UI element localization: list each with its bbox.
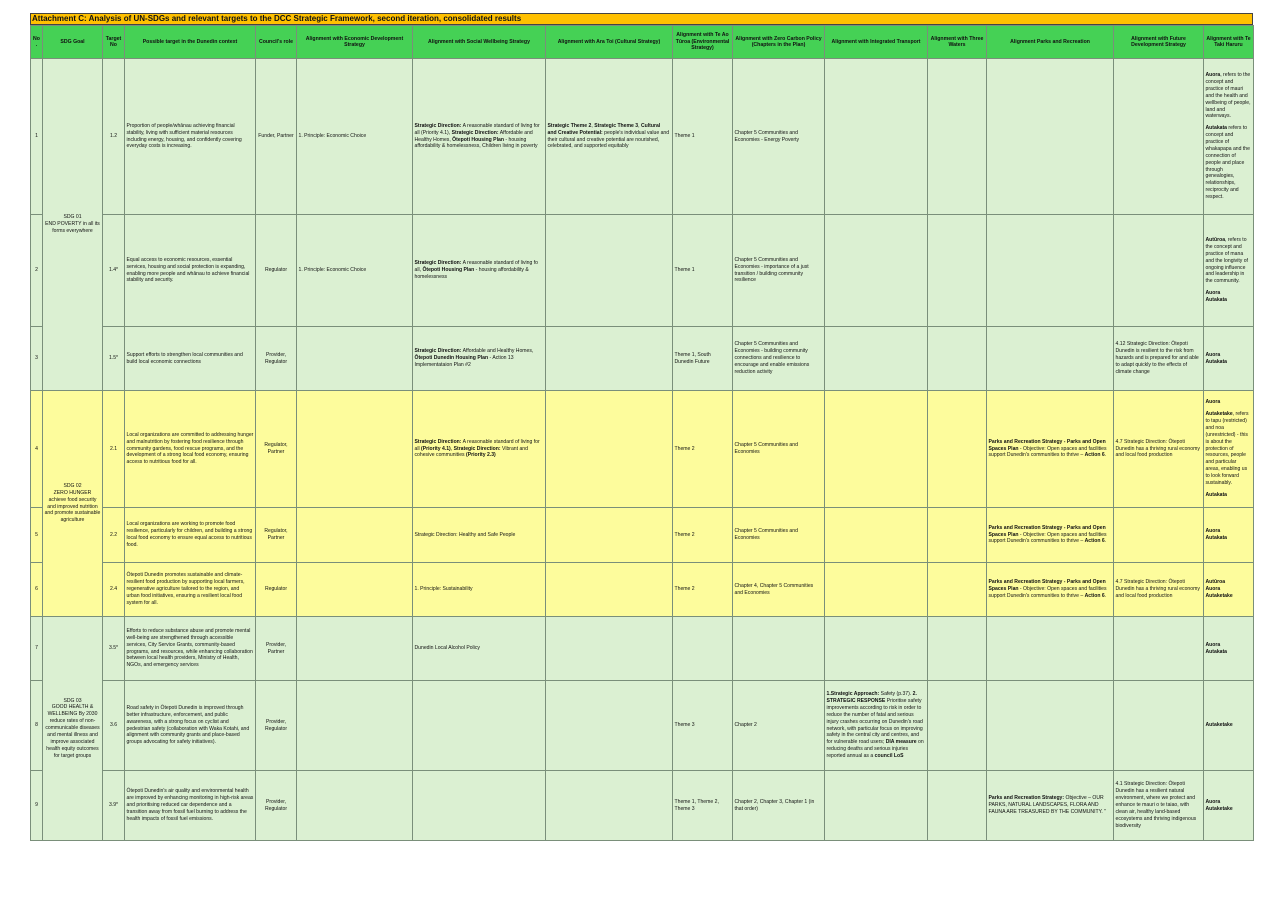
cell-no[interactable]: 3	[31, 327, 43, 391]
cell-target-no[interactable]: 1.5*	[103, 327, 125, 391]
cell-economic[interactable]	[297, 617, 413, 681]
cell-three-waters[interactable]	[928, 563, 987, 617]
cell-te-ao[interactable]: Theme 2	[673, 563, 733, 617]
cell-social[interactable]: 1. Principle: Sustainability	[413, 563, 546, 617]
cell-possible-target[interactable]: Road safety in Ōtepoti Dunedin is improved through better infrastructure, enforcement, and public awareness, with a strong focus on cyclist and pedestrian safety (collaboration with Waka Kotahi, and alignment with community grants and place-based groups advocating for safety initiatives).	[125, 681, 256, 771]
cell-economic[interactable]: 1. Principle: Economic Choice	[297, 59, 413, 215]
cell-te-ao[interactable]: Theme 1	[673, 59, 733, 215]
cell-te-taki[interactable]: Auora Autakata	[1204, 327, 1254, 391]
cell-economic[interactable]	[297, 563, 413, 617]
cell-parks[interactable]: Parks and Recreation Strategy - Parks and Open Spaces Plan - Objective: Open spaces and facilities support Dunedin's communities to thrive – Action 6.	[987, 508, 1114, 563]
cell-economic[interactable]	[297, 681, 413, 771]
cell-three-waters[interactable]	[928, 215, 987, 327]
cell-possible-target[interactable]: Ōtepoti Dunedin promotes sustainable and climate-resilient food production by supporting local farmers, regenerative agriculture tailored to the region, and urban food initiatives, ensuring a resilient local food system for all.	[125, 563, 256, 617]
sheet-title: Attachment C: Analysis of UN-SDGs and relevant targets to the DCC Strategic Framework, second iteration, consolidated results	[30, 13, 1253, 25]
cell-three-waters[interactable]	[928, 508, 987, 563]
spreadsheet	[30, 13, 1253, 841]
header-sdg-goal[interactable]: SDG Goal	[43, 26, 103, 59]
cell-target-no[interactable]: 3.6	[103, 681, 125, 771]
cell-target-no[interactable]: 3.9*	[103, 771, 125, 841]
cell-ara-toi[interactable]	[546, 215, 673, 327]
cell-te-ao[interactable]: Theme 1, South Dunedin Future	[673, 327, 733, 391]
header-ara-toi[interactable]: Alignment with Ara Toi (Cultural Strategy)	[546, 26, 673, 59]
cell-sdg-goal[interactable]: SDG 03 GOOD HEALTH & WELLBEING By 2030 reduce rates of non-communicable diseases and mental illness and improve associated health equity outcomes for target groups	[43, 617, 103, 841]
cell-te-ao[interactable]: Theme 1, Theme 2, Theme 3	[673, 771, 733, 841]
cell-transport[interactable]	[825, 391, 928, 508]
cell-three-waters[interactable]	[928, 59, 987, 215]
cell-role[interactable]: Provider, Partner	[256, 617, 297, 681]
cell-economic[interactable]	[297, 391, 413, 508]
cell-parks[interactable]	[987, 617, 1114, 681]
cell-future-dev[interactable]	[1114, 508, 1204, 563]
cell-no[interactable]: 4	[31, 391, 43, 508]
cell-parks[interactable]: Parks and Recreation Strategy - Parks and Open Spaces Plan - Objective: Open spaces and facilities support Dunedin's communities to thrive – Action 6.	[987, 563, 1114, 617]
cell-no[interactable]: 9	[31, 771, 43, 841]
cell-zero-carbon[interactable]: Chapter 4, Chapter 5 Communities and Economies	[733, 563, 825, 617]
cell-economic[interactable]	[297, 771, 413, 841]
cell-role[interactable]: Provider, Regulator	[256, 327, 297, 391]
cell-parks[interactable]: Parks and Recreation Strategy: Objective – OUR PARKS, NATURAL LANDSCAPES, FLORA AND FAUNA ARE TREASURED BY THE COMMUNITY. "	[987, 771, 1114, 841]
cell-transport[interactable]	[825, 327, 928, 391]
header-te-taki[interactable]: Alignment with Te Taki Haruru	[1204, 26, 1254, 59]
table-row	[31, 771, 1254, 841]
cell-sdg-goal[interactable]: SDG 01 END POVERTY in all its forms everywhere	[43, 59, 103, 391]
cell-sdg-goal[interactable]: SDG 02 ZERO HUNGER achieve food security and improved nutrition and promote sustainable agriculture	[43, 391, 103, 617]
cell-transport[interactable]	[825, 59, 928, 215]
cell-possible-target[interactable]: Efforts to reduce substance abuse and promote mental well-being are strengthened through accessible services, City Service Grants, community-based programs, and resources, while enhancing collaboration between local health providers, Ministry of Health, NGOs, and emergency services	[125, 617, 256, 681]
cell-zero-carbon[interactable]: Chapter 5 Communities and Economies - Energy Poverty	[733, 59, 825, 215]
table-row	[31, 508, 1254, 563]
cell-transport[interactable]	[825, 215, 928, 327]
cell-no[interactable]: 6	[31, 563, 43, 617]
cell-te-taki[interactable]: Auora Autaketake	[1204, 771, 1254, 841]
cell-economic[interactable]: 1. Principle: Economic Choice	[297, 215, 413, 327]
cell-future-dev[interactable]	[1114, 215, 1204, 327]
table-row	[31, 563, 1254, 617]
header-zero-carbon[interactable]: Alignment with Zero Carbon Policy (Chapters in the Plan)	[733, 26, 825, 59]
cell-zero-carbon[interactable]: Chapter 5 Communities and Economies - building community connections and resilience to encourage and enable emissions reduction activity	[733, 327, 825, 391]
cell-parks[interactable]: Parks and Recreation Strategy - Parks and Open Spaces Plan - Objective: Open spaces and facilities support Dunedin's communities to thrive – Action 6.	[987, 391, 1114, 508]
table-row	[31, 681, 1254, 771]
cell-social[interactable]	[413, 681, 546, 771]
cell-three-waters[interactable]	[928, 771, 987, 841]
cell-future-dev[interactable]: 4.7 Strategic Direction: Ōtepoti Dunedin has a thriving rural economy and local food production	[1114, 563, 1204, 617]
cell-target-no[interactable]: 3.5*	[103, 617, 125, 681]
cell-ara-toi[interactable]: Strategic Theme 2, Strategic Theme 3, Cultural and Creative Potential: people's individual value and their cultural and creative potential are nourished, celebrated, and supported equitably	[546, 59, 673, 215]
header-economic[interactable]: Alignment with Economic Development Strategy	[297, 26, 413, 59]
cell-te-taki[interactable]: Auora Autakata	[1204, 508, 1254, 563]
cell-transport[interactable]	[825, 617, 928, 681]
cell-future-dev[interactable]	[1114, 59, 1204, 215]
header-councils-role[interactable]: Council's role	[256, 26, 297, 59]
cell-te-taki[interactable]: Autūroa, refers to the concept and practice of mana and the longivity of ongoing influence and leadership in the community. Auora Autakata	[1204, 215, 1254, 327]
cell-ara-toi[interactable]	[546, 563, 673, 617]
cell-no[interactable]: 7	[31, 617, 43, 681]
cell-possible-target[interactable]: Proportion of people/whānau achieving financial stability, living with sufficient material resources including energy, housing, and confidently covering everyday costs is increasing.	[125, 59, 256, 215]
cell-future-dev[interactable]: 4.1 Strategic Direction: Ōtepoti Dunedin has a resilient natural environment, where we protect and enhance te mauri o te taiao, with clean air, healthy land-based ecosystems and thriving indigenous biodiversity	[1114, 771, 1204, 841]
cell-role[interactable]: Funder, Partner	[256, 59, 297, 215]
table-row	[31, 215, 1254, 327]
cell-te-ao[interactable]: Theme 3	[673, 681, 733, 771]
cell-social[interactable]	[413, 771, 546, 841]
cell-ara-toi[interactable]	[546, 508, 673, 563]
cell-parks[interactable]	[987, 215, 1114, 327]
cell-possible-target[interactable]: Equal access to economic resources, essential services, housing and social protection is expanding, enabling more people and whānau to achieve financial stability and security.	[125, 215, 256, 327]
cell-future-dev[interactable]: 4.7 Strategic Direction: Ōtepoti Dunedin has a thriving rural economy and local food production	[1114, 391, 1204, 508]
table-row	[31, 327, 1254, 391]
table-row	[31, 617, 1254, 681]
cell-role[interactable]: Regulator, Partner	[256, 508, 297, 563]
cell-no[interactable]: 1	[31, 59, 43, 215]
header-transport[interactable]: Alignment with Integrated Transport	[825, 26, 928, 59]
cell-te-taki[interactable]: Autaketake	[1204, 681, 1254, 771]
cell-te-taki[interactable]: Auora, refers to the concept and practice of mauri and the health and wellbeing of people, land and waterways. Autakata refers to concept and practice of whakapapa and the connection of people and place through genealogies, relationships, reciprocity and respect.	[1204, 59, 1254, 215]
cell-social[interactable]: Strategic Direction: Healthy and Safe People	[413, 508, 546, 563]
cell-future-dev[interactable]: 4.12 Strategic Direction: Ōtepoti Dunedin is resilient to the risk from hazards and is prepared for and able to adapt quickly to the effects of climate change	[1114, 327, 1204, 391]
cell-social[interactable]: Strategic Direction: A reasonable standard of living fo all, Ōtepoti Housing Plan - housing affordability & homelessness	[413, 215, 546, 327]
cell-possible-target[interactable]: Local organizations are working to promote food resilience, particularly for children, and building a strong local food economy to ensure equal access to nutritious food.	[125, 508, 256, 563]
cell-zero-carbon[interactable]: Chapter 5 Communities and Economies	[733, 508, 825, 563]
cell-future-dev[interactable]	[1114, 617, 1204, 681]
cell-zero-carbon[interactable]	[733, 617, 825, 681]
cell-economic[interactable]	[297, 327, 413, 391]
header-row	[31, 26, 1254, 59]
cell-role[interactable]: Provider, Regulator	[256, 681, 297, 771]
header-three-waters[interactable]: Alignment with Three Waters	[928, 26, 987, 59]
cell-transport[interactable]	[825, 771, 928, 841]
cell-zero-carbon[interactable]: Chapter 5 Communities and Economies - importance of a just transition / building community resilience	[733, 215, 825, 327]
cell-role[interactable]: Regulator	[256, 215, 297, 327]
cell-role[interactable]: Regulator, Partner	[256, 391, 297, 508]
cell-no[interactable]: 2	[31, 215, 43, 327]
table-row	[31, 59, 1254, 215]
cell-three-waters[interactable]	[928, 617, 987, 681]
cell-zero-carbon[interactable]: Chapter 5 Communities and Economies	[733, 391, 825, 508]
cell-transport[interactable]	[825, 508, 928, 563]
cell-target-no[interactable]: 1.4*	[103, 215, 125, 327]
cell-te-taki[interactable]: Auora Autakata	[1204, 617, 1254, 681]
header-future-dev[interactable]: Alignment with Future Development Strategy	[1114, 26, 1204, 59]
cell-zero-carbon[interactable]: Chapter 2	[733, 681, 825, 771]
cell-three-waters[interactable]	[928, 327, 987, 391]
cell-ara-toi[interactable]	[546, 617, 673, 681]
cell-target-no[interactable]: 1.2	[103, 59, 125, 215]
cell-social[interactable]: Strategic Direction: A reasonable standard of living for all (Priority 4.1), Strategic Direction: Vibrant and cohesive communities (Priority 2.3)	[413, 391, 546, 508]
cell-no[interactable]: 8	[31, 681, 43, 771]
cell-role[interactable]: Provider, Regulator	[256, 771, 297, 841]
cell-parks[interactable]	[987, 681, 1114, 771]
cell-possible-target[interactable]: Local organizations are committed to addressing hunger and malnutrition by fostering food resilience through community gardens, food rescue programs, and the development of a strong local food economy, ensuring access to nutritious food for all.	[125, 391, 256, 508]
cell-target-no[interactable]: 2.4	[103, 563, 125, 617]
cell-te-ao[interactable]: Theme 2	[673, 508, 733, 563]
cell-ara-toi[interactable]	[546, 327, 673, 391]
cell-social[interactable]: Strategic Direction: A reasonable standard of living for all (Priority 4.1), Strategic Direction: Affordable and Healthy Homes, Ōtepoti Housing Plan - housing affordability & homelessness, Children living in poverty	[413, 59, 546, 215]
cell-role[interactable]: Regulator	[256, 563, 297, 617]
cell-te-ao[interactable]: Theme 1	[673, 215, 733, 327]
cell-future-dev[interactable]	[1114, 681, 1204, 771]
cell-te-ao[interactable]	[673, 617, 733, 681]
cell-ara-toi[interactable]	[546, 391, 673, 508]
cell-zero-carbon[interactable]: Chapter 2, Chapter 3, Chapter 1 (in that order)	[733, 771, 825, 841]
alignment-table	[30, 25, 1254, 841]
cell-target-no[interactable]: 2.2	[103, 508, 125, 563]
cell-transport[interactable]: 1.Strategic Approach: Safety (p.37). 2. STRATEGIC RESPONSE Prioritise safety improvements according to risk in order to reduce the number of fatal and serious injury crashes occurring on Dunedin's road network, with particular focus on improving safety in the central city and centres, and for vulnerable road users; DIA measure on reducing deaths and serious injuries reported annual as a council LoS	[825, 681, 928, 771]
header-no[interactable]: No.	[31, 26, 43, 59]
cell-transport[interactable]	[825, 563, 928, 617]
cell-ara-toi[interactable]	[546, 681, 673, 771]
cell-economic[interactable]	[297, 508, 413, 563]
header-target-no[interactable]: Target No	[103, 26, 125, 59]
header-te-ao-turoa[interactable]: Alignment with Te Ao Tūroa (Environmental Strategy)	[673, 26, 733, 59]
cell-te-ao[interactable]: Theme 2	[673, 391, 733, 508]
cell-te-taki[interactable]: Auora Autaketake, refers to tapu (restricted) and noa (unrestricted) - this is about the protection of resources, people and particular areas, enabling us to look forward sustainably. Autakata	[1204, 391, 1254, 508]
cell-parks[interactable]	[987, 327, 1114, 391]
cell-ara-toi[interactable]	[546, 771, 673, 841]
cell-target-no[interactable]: 2.1	[103, 391, 125, 508]
header-possible-target[interactable]: Possible target in the Dunedin context	[125, 26, 256, 59]
cell-parks[interactable]	[987, 59, 1114, 215]
cell-social[interactable]: Dunedin Local Alcohol Policy	[413, 617, 546, 681]
table-row	[31, 391, 1254, 508]
cell-social[interactable]: Strategic Direction: Affordable and Healthy Homes, Ōtepoti Dunedin Housing Plan - Action 13 Implementataion Plan #2	[413, 327, 546, 391]
cell-three-waters[interactable]	[928, 391, 987, 508]
header-parks[interactable]: Alignment Parks and Recreation	[987, 26, 1114, 59]
cell-no[interactable]: 5	[31, 508, 43, 563]
cell-possible-target[interactable]: Ōtepoti Dunedin's air quality and environmental health are improved by enhancing monitoring in high-risk areas and prioritising reduced car dependence and a transition away from fossil fuel burning to address the health impacts of fossil fuel emissions.	[125, 771, 256, 841]
header-social[interactable]: Alignment with Social Wellbeing Strategy	[413, 26, 546, 59]
cell-three-waters[interactable]	[928, 681, 987, 771]
cell-possible-target[interactable]: Support efforts to strengthen local communities and build local economic connections	[125, 327, 256, 391]
cell-te-taki[interactable]: Autūroa Auora Autaketake	[1204, 563, 1254, 617]
